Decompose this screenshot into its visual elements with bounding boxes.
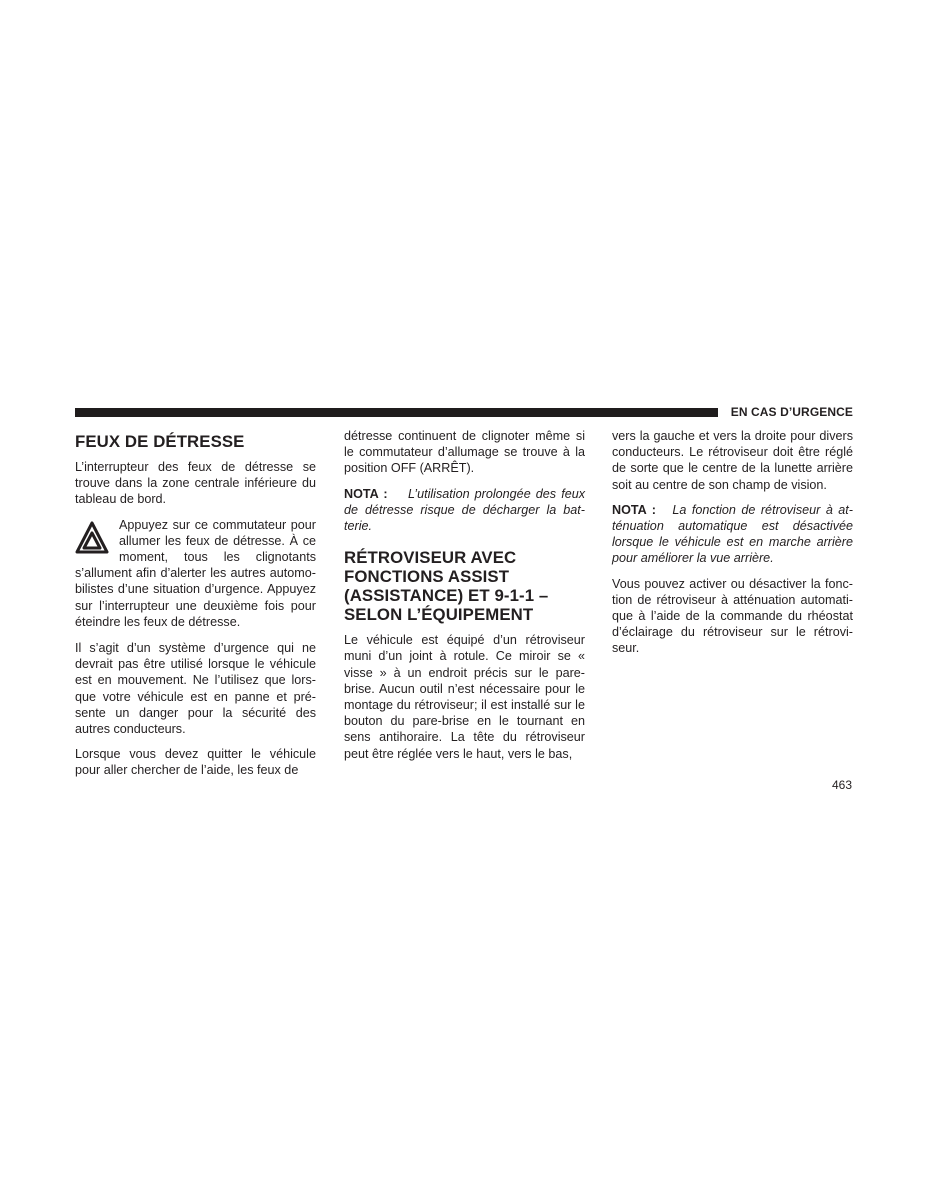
page-number: 463: [831, 778, 852, 792]
paragraph: Il s’agit d’un système d’urgence qui ne devrait pas être utilisé lorsque le véhicule est en mouvement. Ne l’utilisez que lorsque votre véhicule est en panne et présente un danger pour la sécurité des autres conducteurs.: [75, 641, 316, 737]
column-3: [612, 428, 853, 666]
nota-paragraph: [612, 502, 853, 567]
hazard-instruction: [75, 517, 316, 630]
paragraph: vers la gauche et vers la droite pour divers conducteurs. Le rétroviseur doit être réglé de sorte que le centre de la lunette arrière soit au centre de son champ de vision.: [612, 429, 853, 492]
column-2: [344, 428, 585, 771]
header-rule: [75, 408, 718, 417]
paragraph: Le véhicule est équipé d’un rétroviseur muni d’un joint à rotule. Ce miroir se « visse » à un endroit précis sur le pare-brise. Aucun outil n’est nécessaire pour le montage du rétroviseur; il est installé sur le bouton du pare-brise en le tournant en sens antihoraire. La tête du rétroviseur peut être réglée vers le haut, vers le bas,: [344, 633, 585, 761]
paragraph: détresse continuent de clignoter même si le commutateur d’allumage se trouve à la position OFF (ARRÊT).: [344, 429, 585, 476]
hazard-triangle-icon: [75, 521, 109, 555]
paragraph: Vous pouvez activer ou désactiver la fonction de rétroviseur à atténuation automatique à l’aide de la commande du rhéostat d’éclairage du rétroviseur sur le rétroviseur.: [612, 576, 853, 656]
section-heading-hazard: FEUX DE DÉTRESSE: [75, 432, 245, 451]
column-1: [75, 428, 316, 788]
section-heading-mirror: RÉTROVISEUR AVEC FONCTIONS ASSIST (ASSISTANCE) ET 9-1-1 – SELON L’ÉQUIPEMENT: [344, 548, 549, 625]
nota-label: NOTA :: [612, 502, 656, 517]
nota-label: NOTA :: [344, 486, 388, 501]
nota-paragraph: [344, 486, 585, 535]
nota-text: La fonction de rétroviseur à atténuation automatique est désactivée lorsque le véhicule est en marche arrière pour améliorer la vue arrière.: [612, 502, 853, 566]
nota-text: L’utilisation prolongée des feux de détresse risque de décharger la batterie.: [344, 486, 585, 534]
paragraph: Lorsque vous devez quitter le véhicule pour aller chercher de l’aide, les feux de: [75, 747, 316, 778]
running-header: EN CAS D’URGENCE: [730, 405, 853, 419]
paragraph: Appuyez sur ce commutateur pour allumer les feux de détresse. À ce moment, tous les clignotants s’allument afin d’alerter les autres automobilistes d’une situation d’urgence. Appuyez sur l’interrupteur une deuxième fois pour éteindre les feux de détresse.: [75, 517, 316, 629]
paragraph: L’interrupteur des feux de détresse se trouve dans la zone centrale inférieure du tableau de bord.: [75, 460, 316, 507]
